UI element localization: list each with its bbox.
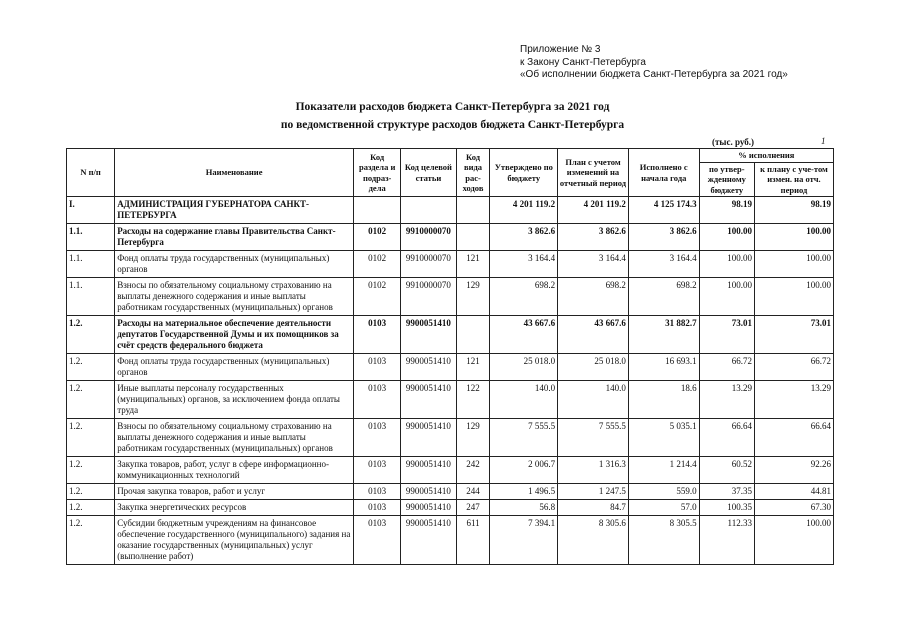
header-percent-group: % исполнения xyxy=(699,149,833,163)
row-approved: 7 394.1 xyxy=(490,516,558,565)
row-pct-plan: 100.00 xyxy=(754,224,833,251)
row-plan: 8 305.6 xyxy=(558,516,629,565)
row-pct-plan: 100.00 xyxy=(754,251,833,278)
header-executed: Исполнено с начала года xyxy=(628,149,699,197)
row-pct-budget: 112.33 xyxy=(699,516,754,565)
row-target-code: 9900051410 xyxy=(401,457,456,484)
row-section-code: 0103 xyxy=(354,484,401,500)
row-name: Прочая закупка товаров, работ и услуг xyxy=(115,484,354,500)
header-target-code: Код целевой статьи xyxy=(401,149,456,197)
row-pct-plan: 92.26 xyxy=(754,457,833,484)
table-row xyxy=(67,484,834,500)
row-expense-type: 122 xyxy=(456,381,490,419)
row-pct-budget: 100.00 xyxy=(699,278,754,316)
row-name: Взносы по обязательному социальному страхованию на выплаты денежного содержания и иные выплаты работникам государственных (муниципальных) органов xyxy=(115,278,354,316)
row-target-code: 9900051410 xyxy=(401,419,456,457)
row-approved: 43 667.6 xyxy=(490,316,558,354)
table-row xyxy=(67,316,834,354)
row-expense-type: 611 xyxy=(456,516,490,565)
appendix-block xyxy=(520,44,788,82)
row-target-code: 9900051410 xyxy=(401,354,456,381)
row-executed: 5 035.1 xyxy=(628,419,699,457)
row-executed: 698.2 xyxy=(628,278,699,316)
row-pct-budget: 66.64 xyxy=(699,419,754,457)
row-expense-type: 242 xyxy=(456,457,490,484)
row-num: I. xyxy=(67,197,115,224)
row-name: Взносы по обязательному социальному страхованию на выплаты денежного содержания и иные выплаты работникам государственных (муниципальных) органов xyxy=(115,419,354,457)
row-section-code: 0103 xyxy=(354,500,401,516)
units-label: (тыс. руб.) xyxy=(712,137,754,147)
row-plan: 4 201 119.2 xyxy=(558,197,629,224)
row-executed: 3 164.4 xyxy=(628,251,699,278)
row-name: Закупка энергетических ресурсов xyxy=(115,500,354,516)
row-section-code: 0103 xyxy=(354,516,401,565)
row-pct-plan: 67.30 xyxy=(754,500,833,516)
table-body xyxy=(67,197,834,565)
row-expense-type xyxy=(456,224,490,251)
row-pct-plan: 100.00 xyxy=(754,516,833,565)
row-approved: 1 496.5 xyxy=(490,484,558,500)
row-pct-budget: 98.19 xyxy=(699,197,754,224)
row-approved: 7 555.5 xyxy=(490,419,558,457)
row-pct-budget: 73.01 xyxy=(699,316,754,354)
page-mark: 1 xyxy=(821,136,826,146)
row-target-code: 9900051410 xyxy=(401,516,456,565)
row-pct-plan: 100.00 xyxy=(754,278,833,316)
row-expense-type: 244 xyxy=(456,484,490,500)
row-target-code: 9900051410 xyxy=(401,381,456,419)
row-target-code xyxy=(401,197,456,224)
table-row xyxy=(67,516,834,565)
row-plan: 3 862.6 xyxy=(558,224,629,251)
row-name: Расходы на содержание главы Правительства Санкт-Петербурга xyxy=(115,224,354,251)
row-pct-budget: 37.35 xyxy=(699,484,754,500)
header-row xyxy=(67,149,834,163)
row-pct-plan: 98.19 xyxy=(754,197,833,224)
row-executed: 16 693.1 xyxy=(628,354,699,381)
table-row xyxy=(67,278,834,316)
row-section-code: 0102 xyxy=(354,251,401,278)
row-pct-budget: 100.00 xyxy=(699,224,754,251)
document-title-line-2: по ведомственной структуре расходов бюджета Санкт-Петербурга xyxy=(280,119,625,131)
row-executed: 57.0 xyxy=(628,500,699,516)
row-expense-type: 121 xyxy=(456,251,490,278)
row-pct-plan: 66.64 xyxy=(754,419,833,457)
table-row xyxy=(67,381,834,419)
row-name: Закупка товаров, работ, услуг в сфере информационно-коммуникационных технологий xyxy=(115,457,354,484)
row-target-code: 9910000070 xyxy=(401,251,456,278)
row-plan: 698.2 xyxy=(558,278,629,316)
row-pct-budget: 100.35 xyxy=(699,500,754,516)
row-num: 1.2. xyxy=(67,516,115,565)
row-executed: 559.0 xyxy=(628,484,699,500)
row-name: Фонд оплаты труда государственных (муниципальных) органов xyxy=(115,354,354,381)
table-row xyxy=(67,197,834,224)
row-approved: 2 006.7 xyxy=(490,457,558,484)
table-row xyxy=(67,224,834,251)
row-pct-budget: 13.29 xyxy=(699,381,754,419)
expenditure-table xyxy=(66,148,834,565)
row-target-code: 9900051410 xyxy=(401,316,456,354)
appendix-line-3: «Об исполнении бюджета Санкт-Петербурга за 2021 год» xyxy=(520,69,788,80)
row-executed: 8 305.5 xyxy=(628,516,699,565)
table-row xyxy=(67,251,834,278)
row-num: 1.2. xyxy=(67,500,115,516)
row-section-code: 0103 xyxy=(354,457,401,484)
document-title-line-1: Показатели расходов бюджета Санкт-Петербурга за 2021 год xyxy=(295,101,610,113)
row-approved: 4 201 119.2 xyxy=(490,197,558,224)
row-expense-type xyxy=(456,197,490,224)
row-executed: 1 214.4 xyxy=(628,457,699,484)
row-expense-type: 121 xyxy=(456,354,490,381)
row-num: 1.2. xyxy=(67,457,115,484)
header-section-code: Код раздела и подраз-дела xyxy=(354,149,401,197)
header-plan: План с учетом изменений на отчетный период xyxy=(558,149,629,197)
row-expense-type: 129 xyxy=(456,419,490,457)
row-target-code: 9910000070 xyxy=(401,278,456,316)
table-row xyxy=(67,500,834,516)
row-plan: 7 555.5 xyxy=(558,419,629,457)
row-approved: 3 862.6 xyxy=(490,224,558,251)
row-approved: 25 018.0 xyxy=(490,354,558,381)
row-plan: 140.0 xyxy=(558,381,629,419)
appendix-line-2: к Закону Санкт-Петербурга xyxy=(520,56,646,68)
row-num: 1.2. xyxy=(67,484,115,500)
row-pct-plan: 73.01 xyxy=(754,316,833,354)
header-num: N п/п xyxy=(67,149,115,197)
row-name: Фонд оплаты труда государственных (муниципальных) органов xyxy=(115,251,354,278)
appendix-line-1: Приложение № 3 xyxy=(520,44,601,55)
row-num: 1.1. xyxy=(67,251,115,278)
header-expense-type: Код вида рас-ходов xyxy=(456,149,490,197)
row-num: 1.2. xyxy=(67,354,115,381)
row-target-code: 9900051410 xyxy=(401,484,456,500)
row-section-code: 0103 xyxy=(354,419,401,457)
header-pct-plan: к плану с уче-том измен. на отч. период xyxy=(754,162,833,197)
row-expense-type: 129 xyxy=(456,278,490,316)
row-expense-type: 247 xyxy=(456,500,490,516)
row-name: Иные выплаты персоналу государственных (муниципальных) органов, за исключением фонда оплаты труда xyxy=(115,381,354,419)
row-pct-plan: 44.81 xyxy=(754,484,833,500)
row-pct-budget: 60.52 xyxy=(699,457,754,484)
row-section-code: 0103 xyxy=(354,316,401,354)
row-num: 1.2. xyxy=(67,381,115,419)
row-pct-plan: 66.72 xyxy=(754,354,833,381)
row-approved: 698.2 xyxy=(490,278,558,316)
row-plan: 25 018.0 xyxy=(558,354,629,381)
row-approved: 56.8 xyxy=(490,500,558,516)
header-approved: Утверждено по бюджету xyxy=(490,149,558,197)
row-name: Субсидии бюджетным учреждениям на финансовое обеспечение государственного (муниципального) задания на оказание государственных (муниципальных) услуг (выполнение работ) xyxy=(115,516,354,565)
row-expense-type xyxy=(456,316,490,354)
row-plan: 84.7 xyxy=(558,500,629,516)
row-target-code: 9900051410 xyxy=(401,500,456,516)
row-section-code: 0103 xyxy=(354,354,401,381)
row-plan: 3 164.4 xyxy=(558,251,629,278)
table-row xyxy=(67,354,834,381)
row-section-code: 0103 xyxy=(354,381,401,419)
row-pct-budget: 100.00 xyxy=(699,251,754,278)
row-approved: 3 164.4 xyxy=(490,251,558,278)
row-name: АДМИНИСТРАЦИЯ ГУБЕРНАТОРА САНКТ-ПЕТЕРБУРГА xyxy=(115,197,354,224)
row-num: 1.2. xyxy=(67,419,115,457)
row-executed: 18.6 xyxy=(628,381,699,419)
row-pct-budget: 66.72 xyxy=(699,354,754,381)
row-executed: 31 882.7 xyxy=(628,316,699,354)
row-approved: 140.0 xyxy=(490,381,558,419)
row-plan: 1 316.3 xyxy=(558,457,629,484)
table-row xyxy=(67,457,834,484)
row-executed: 3 862.6 xyxy=(628,224,699,251)
row-num: 1.1. xyxy=(67,224,115,251)
row-num: 1.2. xyxy=(67,316,115,354)
row-section-code: 0102 xyxy=(354,224,401,251)
row-plan: 43 667.6 xyxy=(558,316,629,354)
row-target-code: 9910000070 xyxy=(401,224,456,251)
row-pct-plan: 13.29 xyxy=(754,381,833,419)
row-num: 1.1. xyxy=(67,278,115,316)
header-name: Наименование xyxy=(115,149,354,197)
row-section-code: 0102 xyxy=(354,278,401,316)
table-row xyxy=(67,419,834,457)
header-pct-budget: по утвер-жденному бюджету xyxy=(699,162,754,197)
row-executed: 4 125 174.3 xyxy=(628,197,699,224)
row-name: Расходы на материальное обеспечение деятельности депутатов Государственной Думы и их помощников за счёт средств федерального бюджета xyxy=(115,316,354,354)
row-plan: 1 247.5 xyxy=(558,484,629,500)
row-section-code xyxy=(354,197,401,224)
